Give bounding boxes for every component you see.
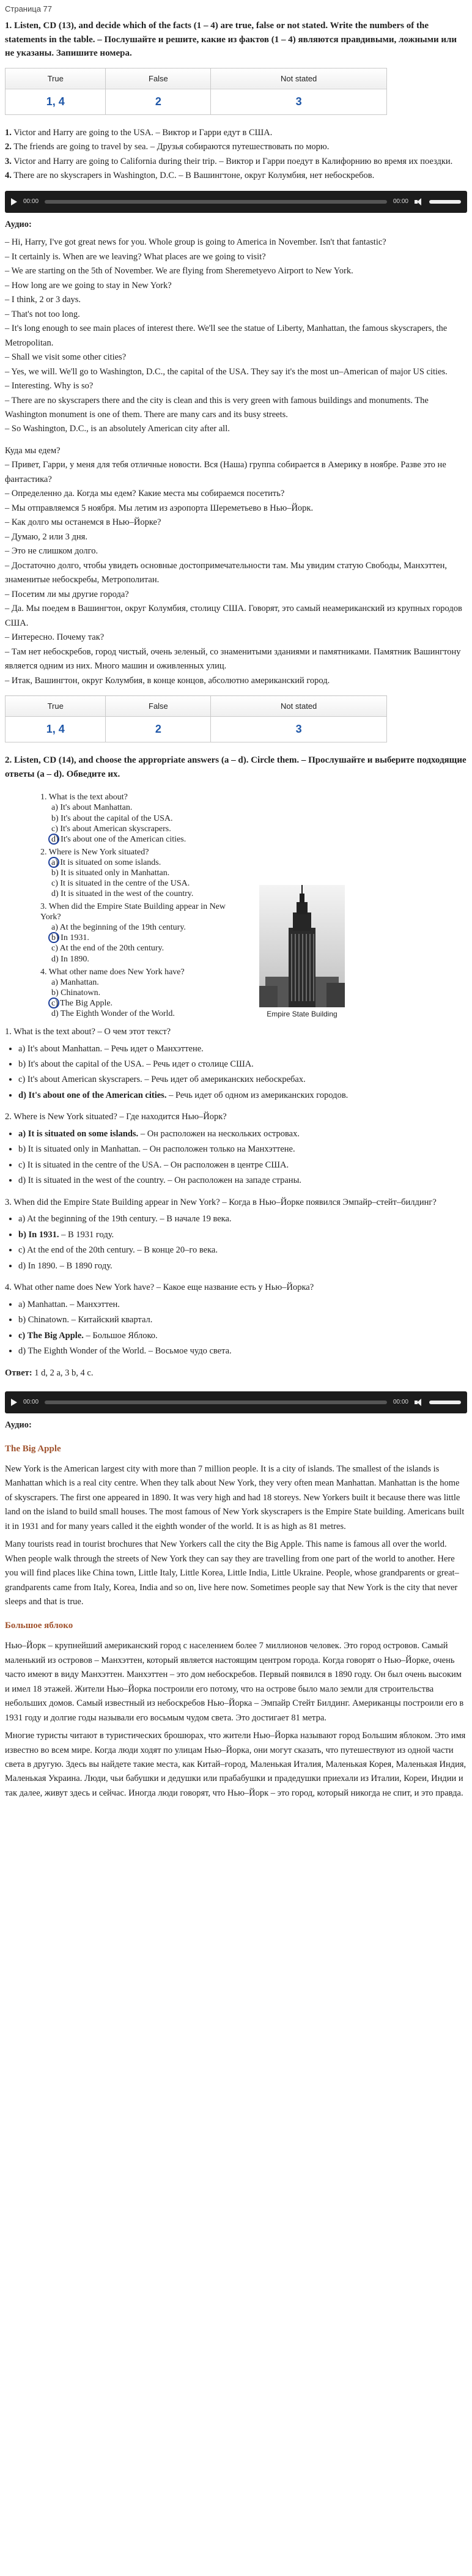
current-time: 00:00 (23, 198, 39, 205)
dialogue-line: – Yes, we will. We'll go to Washington, D.C., the capital of the USA. They say it's the most un–American of major US cities. (5, 366, 448, 377)
exercise-option-text: a) Manhattan. (51, 977, 99, 987)
paragraph: New York is the American largest city with more than 7 million people. It is a city of islands. The smallest of the islands is Manhattan which is a real city centre. When they talk about New York, they very often mean Manhattan. Manhattan is the home of skyscrapers. The first one appeared in 1890. It was very high and had 18 storeys. New Yorkers built it because there was little land on the island to build small houses. The most famous of New York skyscrapers is the Empire State building. Americans built it in 1931 and for many years called it the eighth wonder of the world. It is as high as 81 metres. (5, 1464, 465, 1531)
options-list (5, 1212, 467, 1273)
header-not-stated: Not stated (211, 68, 387, 89)
audio-label-1: Аудио: (5, 219, 32, 229)
statements (5, 126, 467, 183)
correct-option: d) It's about one of the American cities. (18, 1090, 167, 1100)
answer-table-1-repeat (5, 695, 387, 742)
current-time: 00:00 (23, 1399, 39, 1406)
exercise-option-text: d) The Eighth Wonder of the World. (51, 1009, 175, 1018)
option (18, 1089, 467, 1103)
options-list (5, 1042, 467, 1103)
value-true: 1, 4 (6, 89, 106, 114)
options-list (5, 1127, 467, 1188)
dialogue-line: – There are no skyscrapers there and the city is clean and this is very green with famous buildings and monuments. The Washington monument is one of them. There are many cars and its busy streets. (5, 395, 429, 420)
statement-text: Victor and Harry are going to the USA. – Виктор и Гарри едут в США. (11, 127, 273, 138)
dialogue-line: – How long are we going to stay in New York? (5, 280, 172, 291)
option (18, 1127, 467, 1141)
paragraph: Многие туристы читают в туристических брошюрах, что жители Нью–Йорка называют город Большим яблоком. Это имя известно во всем мире. Когда люди ходят по улицам Нью–Йорка, они могут сказать, что путешествуют из одной части света в другую. Здесь вы найдете такие места, как Китай–город, Маленькая Италия, Маленькая Корея, Маленькая Индия, Маленькая Украина. Люди, чьи бабушки и дедушки или прабабушки и прадедушки приехали из Италии, Кореи, Индии и так далее, живут здесь и сейчас. Иногда люди говорят, что Нью–Йорк – это город, который никогда не спит, и это правда. (5, 1731, 466, 1798)
statement-number: 4. (5, 171, 12, 181)
option (18, 1298, 467, 1312)
seek-bar[interactable] (45, 200, 387, 204)
value-true: 1, 4 (6, 717, 106, 742)
answer-line (5, 1366, 467, 1380)
dialogue-line: – So Washington, D.C., is an absolutely American city after all. (5, 424, 230, 434)
answer-label: Ответ: (5, 1368, 32, 1378)
exercise-option (40, 988, 236, 998)
option-text: c) It is situated in the centre of the USA. – Он расположен в центре США. (18, 1160, 289, 1170)
dialogue-en (5, 235, 467, 437)
question: 1. What is the text about? – О чем этот текст? (5, 1027, 171, 1037)
dialogue-line: – Думаю, 2 или 3 дня. (5, 531, 87, 542)
dialogue-line: – Мы отправляемся 5 ноября. Мы летим из аэропорта Шереметьево в Нью–Йорк. (5, 503, 314, 513)
ru-section-title: Большое яблоко (5, 1620, 73, 1630)
exercise-question: 2. Where is New York situated? (40, 847, 149, 857)
option-text: b) Chinatown. – Китайский квартал. (18, 1315, 153, 1325)
dialogue-line: – That's not too long. (5, 309, 80, 319)
exercise-image (40, 790, 468, 1019)
option (18, 1344, 467, 1358)
exercise-option (40, 834, 236, 845)
exercise-option-text: b) It is situated only in Manhattan. (51, 868, 170, 878)
dialogue-line: – Как долго мы останемся в Нью–Йорке? (5, 517, 161, 528)
exercise-option (40, 857, 236, 868)
exercise-option-text: c) The Big Apple. (51, 998, 113, 1008)
statement-number: 1. (5, 127, 12, 138)
statement-text: There are no skyscrapers in Washington, D.C. – В Вашингтоне, округ Колумбия, нет небоскребов. (11, 171, 375, 181)
audio-player-1[interactable] (5, 191, 467, 213)
statement (5, 126, 467, 140)
exercise-option-text: a) It's about Manhattan. (51, 803, 133, 813)
dialogue-line: – Это не слишком долго. (5, 546, 98, 557)
dialogue-line: – Интересно. Почему так? (5, 632, 105, 643)
dialogue-ru (5, 444, 467, 688)
option-text: d) It is situated in the west of the country. – Он расположен на западе страны. (18, 1175, 301, 1186)
value-false: 2 (106, 89, 211, 114)
question: 3. When did the Empire State Building appear in New York? – Когда в Нью–Йорке появился Эмпайр–стейт–билдинг? (5, 1197, 437, 1207)
correct-option: b) In 1931. (18, 1229, 59, 1240)
answer-circle (48, 834, 59, 845)
value-not-stated: 3 (211, 89, 387, 114)
dialogue-line: – Там нет небоскребов, город чистый, очень зеленый, со знаменитыми зданиями и памятниками. Памятник Вашингтону является одним из них. Много машин и оживленных улиц. (5, 646, 461, 672)
paragraph: Many tourists read in tourist brochures that New Yorkers call the city the Big Apple. This name is famous all over the world. When people walk through the streets of New York they can say they are travelling from one part of the world to another. Here you will find places like China town, Little Italy, Little Korea, Little India, Little Ukraine. People, whose grandparents or great–grandparents came from Italy, Korea, India and so on, live here now. Sometimes people say that New York is the city that never sleeps and that is true. (5, 1539, 459, 1607)
exercise-option (40, 868, 236, 878)
statement-number: 2. (5, 142, 12, 152)
header-true: True (6, 68, 106, 89)
exercise-question: 1. What is the text about? (40, 793, 128, 802)
exercise-option-text: c) It's about American skyscrapers. (51, 824, 171, 834)
volume-icon[interactable] (415, 1399, 423, 1406)
exercise-option-text: a) At the beginning of the 19th century. (51, 923, 186, 933)
dialogue-line: – Посетим ли мы другие города? (5, 589, 129, 599)
dialogue-line: – We are starting on the 5th of November. We are flying from Sheremetyevo Airport to New York. (5, 266, 353, 276)
exercise-option (40, 922, 236, 933)
dialogue-line: – Привет, Гарри, у меня для тебя отличные новости. Вся (Наша) группа собирается в Америку в ноябре. Разве это не фантастика? (5, 460, 446, 484)
task2-title: 2. Listen, CD (14), and choose the appropriate answers (a – d). Circle them. – Прослушайте и выберите подходящие ответы (a – d). Обведите их. (5, 755, 466, 779)
option-text: a) Manhattan. – Манхэттен. (18, 1299, 120, 1309)
answer-circle (48, 997, 59, 1009)
answer-value: 1 d, 2 a, 3 b, 4 c. (32, 1368, 94, 1378)
dialogue-line: – Да. Мы поедем в Вашингтон, округ Колумбия, столицу США. Говорят, это самый неамериканский из крупных городов США. (5, 604, 462, 628)
exercise-option-text: d) In 1890. (51, 954, 89, 964)
option-translation: – Он расположен на нескольких островах. (138, 1128, 300, 1139)
tower-figure (241, 790, 363, 1019)
dialogue-line: – It certainly is. When are we leaving? What places are we going to visit? (5, 251, 266, 262)
exercise-questions (40, 790, 236, 1019)
statement (5, 169, 467, 183)
exercise-option-text: b) Chinatown. (51, 988, 101, 997)
exercise-option (40, 878, 236, 889)
duration: 00:00 (393, 1399, 408, 1406)
exercise-option-text: c) It is situated in the centre of the USA. (51, 879, 190, 889)
option-text: b) It's about the capital of the USA. – Речь идет о столице США. (18, 1059, 254, 1069)
dialogue-line: – Shall we visit some other cities? (5, 352, 127, 363)
exercise-option (40, 933, 236, 943)
option (18, 1142, 467, 1157)
exercise-option (40, 813, 236, 824)
exercise-question: 4. What other name does New York have? (40, 967, 185, 977)
seek-bar[interactable] (45, 1401, 387, 1404)
exercise-option-text: a) It is situated on some islands. (51, 857, 161, 867)
statement-number: 3. (5, 156, 12, 166)
options-list (5, 1298, 467, 1359)
option (18, 1313, 467, 1327)
option (18, 1228, 467, 1242)
option (18, 1329, 467, 1343)
answer-table-1 (5, 68, 387, 115)
option-text: d) In 1890. – В 1890 году. (18, 1260, 112, 1271)
option-text: c) It's about American skyscrapers. – Речь идет об американских небоскребах. (18, 1075, 306, 1085)
correct-option: a) It is situated on some islands. (18, 1128, 139, 1139)
ru-text (5, 1639, 467, 1801)
correct-option: c) The Big Apple. (18, 1330, 84, 1341)
option-text: c) At the end of the 20th century. – В конце 20–го века. (18, 1245, 218, 1256)
volume-slider[interactable] (429, 1401, 461, 1404)
option (18, 1243, 467, 1257)
statement (5, 140, 467, 154)
question: 4. What other name does New York have? – Какое еще название есть у Нью–Йорка? (5, 1282, 314, 1293)
audio-label-2: Аудио: (5, 1420, 32, 1430)
option (18, 1212, 467, 1226)
en-text (5, 1462, 467, 1610)
value-not-stated: 3 (211, 717, 387, 742)
image-caption: Empire State Building (267, 1010, 337, 1019)
play-icon[interactable] (11, 1399, 17, 1406)
header-not-stated: Not stated (211, 696, 387, 717)
option (18, 1042, 467, 1056)
dialogue-line: – Итак, Вашингтон, округ Колумбия, в конце концов, абсолютно американский город. (5, 675, 330, 686)
option-text: b) It is situated only in Manhattan. – Он расположен только на Манхэттене. (18, 1144, 295, 1155)
dialogue-line: – Определенно да. Когда мы едем? Какие места мы собираемся посетить? (5, 489, 285, 499)
exercise-option-text: b) It's about the capital of the USA. (51, 813, 173, 823)
option (18, 1073, 467, 1087)
volume-icon[interactable] (415, 198, 423, 205)
dialogue-line: – Hi, Harry, I've got great news for you. Whole group is going to America in November. Isn't that fantastic? (5, 237, 386, 248)
statement (5, 155, 467, 169)
exercise-option (40, 977, 236, 988)
question: 2. Where is New York situated? – Где находится Нью–Йорк? (5, 1112, 227, 1122)
volume-slider[interactable] (429, 200, 461, 204)
dialogue-line: – Interesting. Why is so? (5, 381, 94, 391)
option (18, 1259, 467, 1273)
exercise-option (40, 954, 236, 964)
exercise-question: 3. When did the Empire State Building appear in New York? (40, 902, 226, 922)
option-text: d) The Eighth Wonder of the World. – Восьмое чудо света. (18, 1346, 232, 1356)
header-false: False (106, 696, 211, 717)
dialogue-line: Куда мы едем? (5, 445, 61, 456)
exercise-option (40, 998, 236, 1009)
header-false: False (106, 68, 211, 89)
task1-title: 1. Listen, CD (13), and decide which of the facts (1 – 4) are true, false or not stated. Write the numbers of the statements in the table. – Послушайте и решите, какие из фактов (1 – 4) являются правдивыми, ложными или не указаны. Запишите номера. (5, 21, 457, 59)
exercise-option (40, 824, 236, 834)
option (18, 1057, 467, 1071)
option-text: a) It's about Manhattan. – Речь идет о Манхэттене. (18, 1043, 204, 1054)
exercise-option-text: d) It's about one of the American cities. (51, 834, 186, 844)
statement-text: The friends are going to travel by sea. – Друзья собираются путешествовать по морю. (11, 142, 330, 152)
dialogue-line: – It's long enough to see main places of interest there. We'll see the statue of Liberty, Manhattan, the famous skyscrapers, the Metropolitan. (5, 324, 448, 348)
option-translation: – Большое Яблоко. (83, 1330, 158, 1341)
questions-list (5, 1025, 467, 1359)
exercise-option-text: c) At the end of the 20th century. (51, 944, 164, 953)
option (18, 1174, 467, 1188)
exercise-option (40, 1009, 236, 1019)
header-true: True (6, 696, 106, 717)
option-text: a) At the beginning of the 19th century. – В начале 19 века. (18, 1214, 232, 1224)
exercise-option-text: d) It is situated in the west of the country. (51, 889, 194, 899)
dialogue-line: – I think, 2 or 3 days. (5, 295, 81, 305)
exercise-option (40, 943, 236, 953)
option (18, 1158, 467, 1172)
exercise-option-text: b) In 1931. (51, 933, 89, 943)
play-icon[interactable] (11, 198, 17, 205)
exercise-option (40, 802, 236, 813)
empire-state-building-photo (259, 885, 345, 1007)
option-translation: – В 1931 году. (59, 1229, 114, 1240)
page-header: Страница 77 (5, 4, 52, 13)
en-section-title: The Big Apple (5, 1443, 61, 1454)
duration: 00:00 (393, 198, 408, 205)
dialogue-line: – Достаточно долго, чтобы увидеть основные достопримечательности там. Мы увидим статую Свободы, Манхэттен, знаменитые небоскребы, Метрополитан. (5, 560, 447, 585)
answer-circle (48, 857, 59, 868)
audio-player-2[interactable] (5, 1391, 467, 1413)
exercise-option (40, 889, 236, 899)
value-false: 2 (106, 717, 211, 742)
option-translation: – Речь идет об одном из американских городов. (166, 1090, 348, 1100)
paragraph: Нью–Йорк – крупнейший американский город с населением более 7 миллионов человек. Это город островов. Самый маленький из островов – Манхэттен, который является настоящим центром города. Когда говорят о Нью–Йорке, очень часто имеют в виду Манхэттен. Манхэттен – это дом небоскребов. Первый появился в 1890 году. Он был очень высоким и имел 18 этажей. Жители Нью–Йорка построили его потому, что на острове было мало земли для строительства небольших домов. Самый известный из небоскребов Нью–Йорка – Эмпайр Стейт Билдинг. Американцы построили его в 1931 году и долгие годы называли его восьмым чудом света. Это достигает 81 метра. (5, 1641, 464, 1723)
statement-text: Victor and Harry are going to California during their trip. – Виктор и Гарри поедут в Калифорнию во время их поездки. (11, 156, 453, 166)
